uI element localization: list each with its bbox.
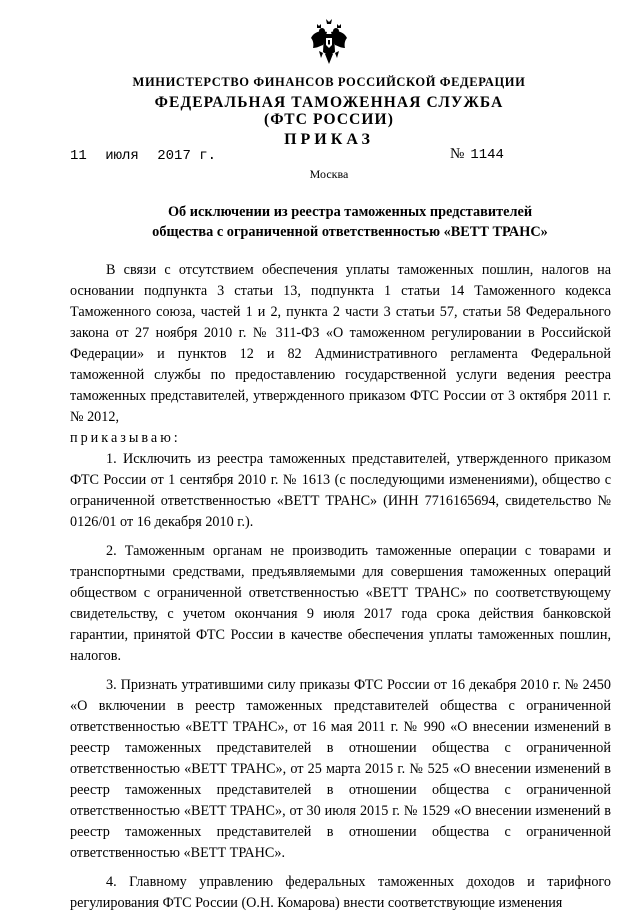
order-date	[70, 148, 226, 164]
paragraph-2: 2. Таможенным органам не производить таможенные операции с товарами и транспортными средствами, предъявляемыми для совершения таможенных операций обществом с ограниченной ответственностью «ВЕТТ ТРАНС» по соответствующему свидетельству, с учетом окончания 9 июля 2017 года срока действия банковской гарантии, принятой ФТС России в качестве обеспечения уплаты таможенных пошлин, налогов.	[70, 543, 611, 664]
document-body	[70, 260, 611, 914]
order-day: 11	[70, 148, 87, 164]
city: Москва	[309, 167, 349, 181]
order-word: приказываю:	[70, 430, 181, 446]
paragraph-4: 4. Главному управлению федеральных таможенных доходов и тарифного регулирования ФТС России (О.Н. Комарова) внести соответствующие изменения	[70, 874, 611, 911]
order-month: июля	[105, 148, 139, 164]
number-sign: №	[450, 146, 465, 162]
paragraph-3: 3. Признать утратившими силу приказы ФТС России от 16 декабря 2010 г. № 2450 «О включении в реестр таможенных представителей общества с ограниченной ответственностью «ВЕТТ ТРАНС», от 16 мая 2011 г. № 990 «О внесении изменений в реестр таможенных представителей в отношении общества с ограниченной ответственностью «ВЕТТ ТРАНС», от 25 марта 2015 г. № 525 «О внесении изменений в реестр таможенных представителей в отношении общества с ограниченной ответственностью «ВЕТТ ТРАНС», от 30 июля 2015 г. № 1529 «О внесении изменений в реестр таможенных представителей в отношении общества с ограниченной ответственностью «ВЕТТ ТРАНС».	[70, 677, 611, 861]
coat-of-arms-icon	[310, 18, 348, 66]
document-title	[70, 202, 630, 242]
service-name: ФЕДЕРАЛЬНАЯ ТАМОЖЕННАЯ СЛУЖБА	[154, 94, 504, 111]
title-line-1: Об исключении из реестра таможенных представителей	[167, 204, 533, 220]
order-year: 2017 г.	[157, 148, 217, 164]
order-number	[450, 146, 504, 163]
service-abbreviation: (ФТС РОССИИ)	[264, 111, 394, 128]
intro-paragraph: В связи с отсутствием обеспечения уплаты таможенных пошлин, налогов на основании подпункта 3 статьи 13, подпункта 1 статьи 14 Таможенного кодекса Таможенного союза, частей 1 и 2, пункта 2 части 3 статьи 57, статьи 58 Федерального закона от 27 ноября 2010 г. № 311-ФЗ «О таможенном регулировании в Российской Федерации» и пунктов 12 и 82 Административного регламента Федеральной таможенной службы по предоставлению государственной услуги ведения реестра таможенных представителей, утвержденного приказом ФТС России от 3 октября 2011 г. № 2012,	[70, 262, 611, 425]
paragraph-1: 1. Исключить из реестра таможенных представителей, утвержденного приказом ФТС России от 1 сентября 2010 г. № 1613 (с последующими изменениями), общество с ограниченной ответственностью «ВЕТТ ТРАНС» (ИНН 7716165694, свидетельство № 0126/01 от 16 декабря 2010 г.).	[70, 451, 611, 530]
title-line-2: общества с ограниченной ответственностью «ВЕТТ ТРАНС»	[152, 224, 548, 240]
number-value: 1144	[470, 147, 504, 163]
ministry-name: МИНИСТЕРСТВО ФИНАНСОВ РОССИЙСКОЙ ФЕДЕРАЦИИ	[132, 75, 526, 89]
document-type: ПРИКАЗ	[284, 131, 374, 148]
